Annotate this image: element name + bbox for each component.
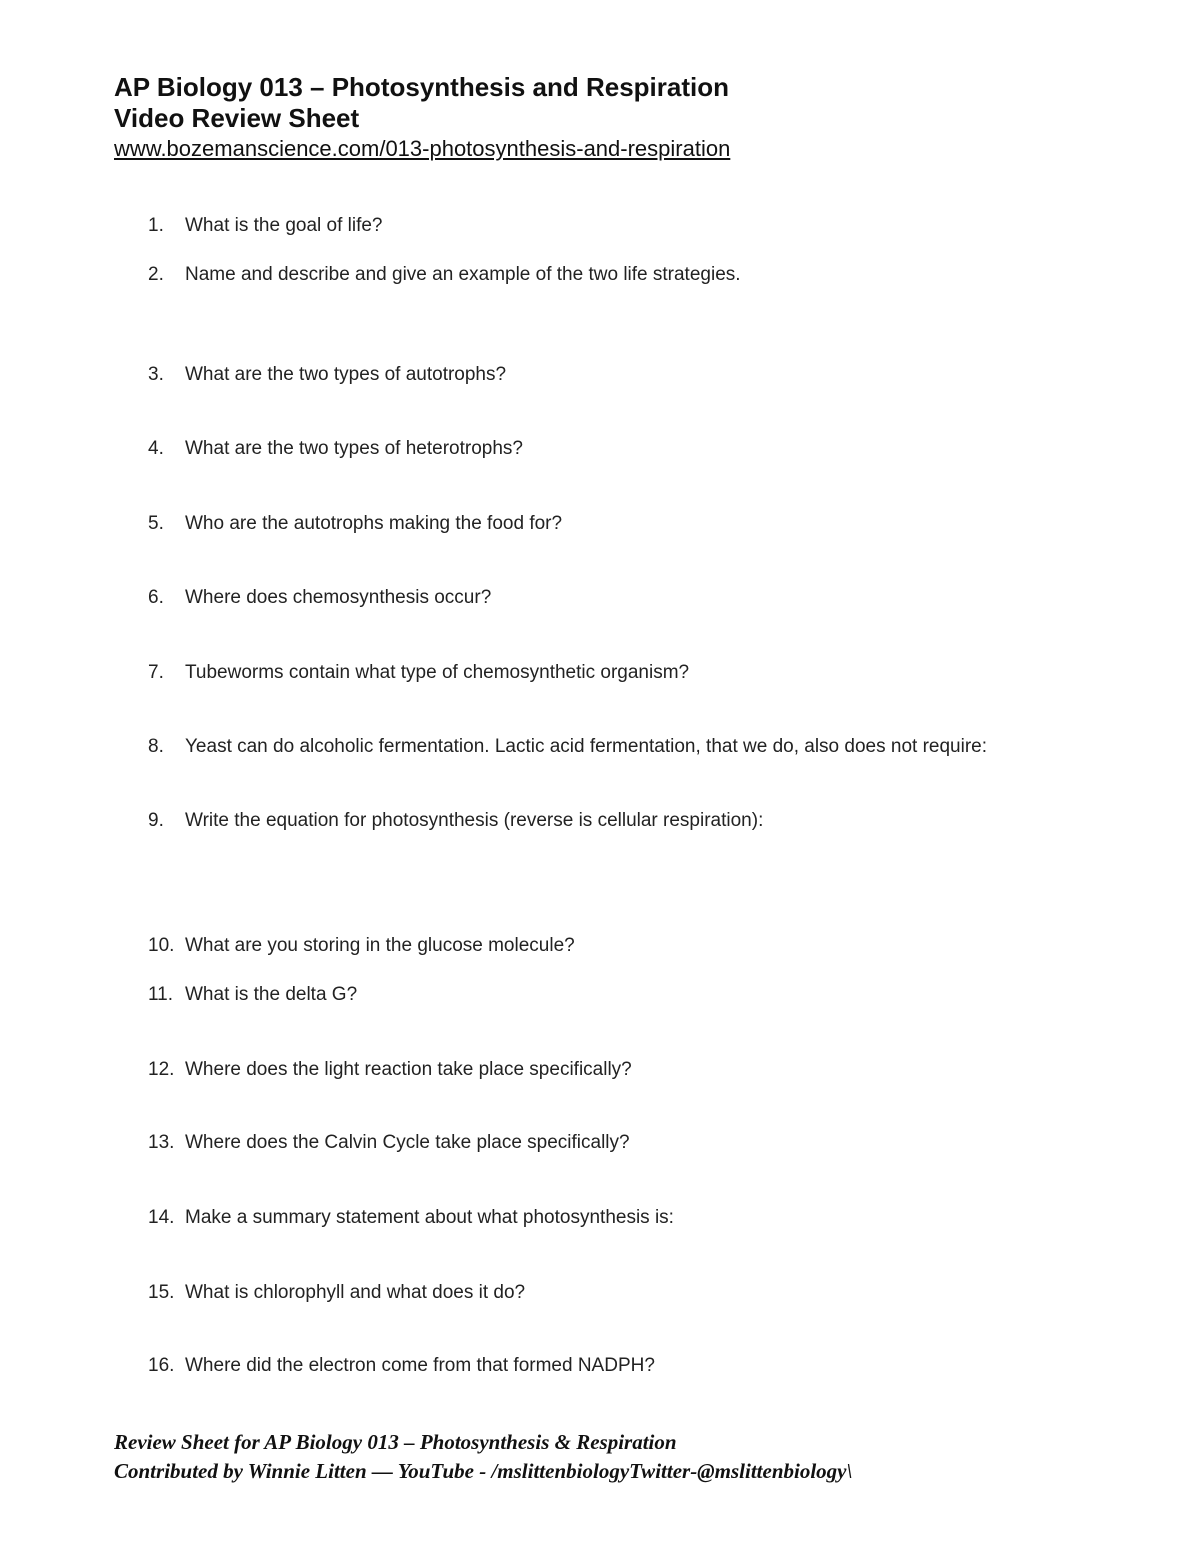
question-text: Where did the electron come from that formed NADPH? xyxy=(185,1355,655,1376)
question-number: 9. xyxy=(148,810,164,831)
question-text: What are you storing in the glucose molecule? xyxy=(185,935,575,956)
question-item xyxy=(148,436,1048,462)
question-item xyxy=(148,933,1048,959)
question-number: 14. xyxy=(148,1207,175,1228)
question-item xyxy=(148,660,1048,686)
question-item xyxy=(148,511,1048,537)
question-text: Where does chemosynthesis occur? xyxy=(185,587,492,608)
question-number: 16. xyxy=(148,1355,175,1376)
question-item xyxy=(148,1280,1048,1306)
question-text: Tubeworms contain what type of chemosynthetic organism? xyxy=(185,662,690,683)
question-number: 12. xyxy=(148,1059,175,1080)
question-item xyxy=(148,585,1048,611)
question-text: Write the equation for photosynthesis (reverse is cellular respiration): xyxy=(185,810,764,831)
question-text: Where does the Calvin Cycle take place specifically? xyxy=(185,1132,630,1153)
question-item xyxy=(148,982,1048,1008)
question-number: 6. xyxy=(148,587,164,608)
question-text: Make a summary statement about what photosynthesis is: xyxy=(185,1207,674,1228)
video-url-link[interactable]: www.bozemanscience.com/013-photosynthesis-and-respiration xyxy=(114,136,731,161)
page-title: AP Biology 013 – Photosynthesis and Respiration xyxy=(114,72,729,102)
question-number: 1. xyxy=(148,215,164,236)
question-text: What is chlorophyll and what does it do? xyxy=(185,1282,526,1303)
question-item xyxy=(148,362,1048,388)
footer xyxy=(114,1428,852,1486)
question-number: 10. xyxy=(148,935,175,956)
question-item xyxy=(148,213,1048,239)
question-item xyxy=(148,808,1048,834)
question-item xyxy=(148,262,1048,288)
question-number: 8. xyxy=(148,736,164,757)
question-number: 15. xyxy=(148,1282,175,1303)
header xyxy=(114,72,730,164)
question-text: What are the two types of autotrophs? xyxy=(185,364,507,385)
question-text: Yeast can do alcoholic fermentation. Lactic acid fermentation, that we do, also does not require: xyxy=(185,736,987,757)
question-text: Name and describe and give an example of the two life strategies. xyxy=(185,264,741,285)
question-number: 5. xyxy=(148,513,164,534)
question-number: 7. xyxy=(148,662,164,683)
question-text: What are the two types of heterotrophs? xyxy=(185,438,523,459)
question-text: Where does the light reaction take place specifically? xyxy=(185,1059,632,1080)
question-number: 11. xyxy=(148,984,174,1005)
question-number: 4. xyxy=(148,438,164,459)
question-item xyxy=(148,1205,1048,1231)
question-item xyxy=(148,1130,1048,1156)
question-number: 3. xyxy=(148,364,164,385)
question-item xyxy=(148,734,1048,760)
question-item xyxy=(148,1353,1048,1379)
question-text: Who are the autotrophs making the food for? xyxy=(185,513,563,534)
question-text: What is the goal of life? xyxy=(185,215,383,236)
footer-title: Review Sheet for AP Biology 013 – Photosynthesis & Respiration xyxy=(114,1430,677,1454)
question-item xyxy=(148,1057,1048,1083)
question-text: What is the delta G? xyxy=(185,984,358,1005)
question-number: 13. xyxy=(148,1132,175,1153)
footer-credits: Contributed by Winnie Litten — YouTube - /mslittenbiologyTwitter-@mslittenbiology\ xyxy=(114,1459,853,1483)
question-number: 2. xyxy=(148,264,164,285)
page-subtitle: Video Review Sheet xyxy=(114,103,360,133)
